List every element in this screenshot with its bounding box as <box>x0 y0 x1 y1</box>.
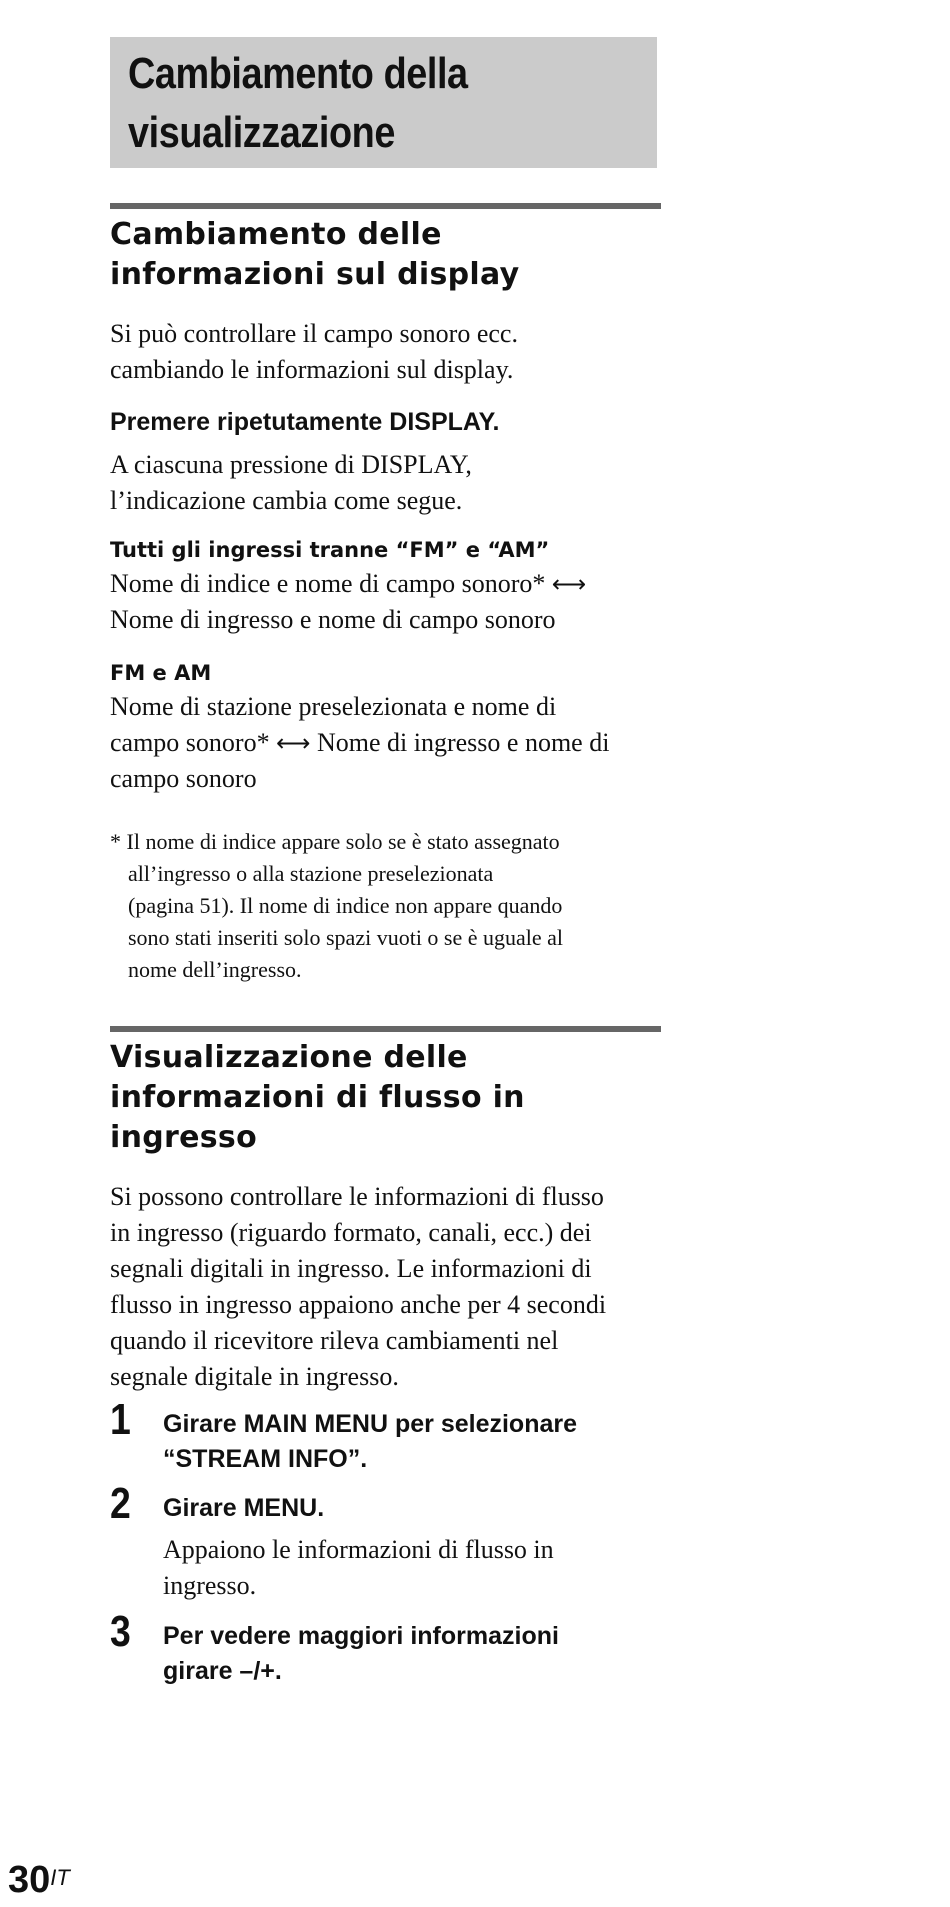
chapter-title-line-2: visualizzazione <box>128 108 395 157</box>
paragraph-line: quando il ricevitore rileva cambiamenti nel <box>110 1326 559 1355</box>
sequence-item: campo sonoro <box>110 764 257 793</box>
section-divider-1 <box>110 203 661 209</box>
sequence-item: Nome di ingresso e nome di campo sonoro <box>110 605 556 634</box>
section-title-display-info <box>110 215 519 295</box>
step-line: Girare MAIN MENU per selezionare <box>163 1410 578 1438</box>
step-2-instruction <box>163 1491 324 1526</box>
subheading-fm-am: FM e AM <box>110 661 212 685</box>
page-number <box>8 1858 70 1902</box>
sequence-item: campo sonoro* <box>110 728 270 757</box>
language-suffix: IT <box>50 1865 70 1890</box>
sequence-item: Nome di ingresso e nome di <box>317 728 610 757</box>
section1-intro <box>110 316 518 388</box>
section-title-line: informazioni sul display <box>110 257 520 292</box>
paragraph-line: segnale digitale in ingresso. <box>110 1362 399 1391</box>
step-number-2: 2 <box>110 1479 131 1528</box>
sequence-item: Nome di indice e nome di campo sonoro* <box>110 569 546 598</box>
footnote-line: * Il nome di indice appare solo se è stato assegnato <box>110 829 560 854</box>
display-sequence-all-inputs <box>110 566 586 638</box>
footnote-index-name <box>110 826 563 986</box>
step-line: girare –/+. <box>163 1657 282 1685</box>
paragraph-line: segnali digitali in ingresso. Le informazioni di <box>110 1254 592 1283</box>
step-2-body <box>163 1532 554 1604</box>
chapter-title-line-1: Cambiamento della <box>128 49 468 98</box>
paragraph-line: cambiando le informazioni sul display. <box>110 355 514 384</box>
footnote-line: nome dell’ingresso. <box>128 957 302 982</box>
step-number-3: 3 <box>110 1607 131 1656</box>
paragraph-line: l’indicazione cambia come segue. <box>110 486 463 515</box>
instruction-display: Premere ripetutamente DISPLAY. <box>110 408 500 436</box>
section-title-line: Visualizzazione delle <box>110 1040 468 1075</box>
section-title-line: informazioni di flusso in <box>110 1080 525 1115</box>
sequence-item: Nome di stazione preselezionata e nome di <box>110 692 557 721</box>
step-3-instruction <box>163 1619 559 1689</box>
paragraph-line: flusso in ingresso appaiono anche per 4 secondi <box>110 1290 607 1319</box>
subheading-all-inputs: Tutti gli ingressi tranne “FM” e “AM” <box>110 538 550 562</box>
section-title-line: Cambiamento delle <box>110 217 442 252</box>
section-title-stream-info <box>110 1038 525 1158</box>
footnote-line: (pagina 51). Il nome di indice non appare quando <box>128 893 563 918</box>
paragraph-line: Appaiono le informazioni di flusso in <box>163 1535 554 1564</box>
section-title-line: ingresso <box>110 1120 257 1155</box>
step-line: Per vedere maggiori informazioni <box>163 1622 559 1650</box>
instruction-display-body <box>110 447 472 519</box>
section-divider-2 <box>110 1026 661 1032</box>
paragraph-line: A ciascuna pressione di DISPLAY, <box>110 450 472 479</box>
step-line: Girare MENU. <box>163 1494 325 1522</box>
page-number-value: 30 <box>8 1859 51 1901</box>
double-arrow-icon: ⟷ <box>276 729 311 757</box>
display-sequence-fm-am <box>110 689 609 797</box>
step-number-1: 1 <box>110 1395 131 1444</box>
double-arrow-icon: ⟷ <box>551 570 587 598</box>
step-1-instruction <box>163 1407 577 1477</box>
paragraph-line: Si possono controllare le informazioni di flusso <box>110 1182 604 1211</box>
section2-intro <box>110 1179 606 1395</box>
paragraph-line: ingresso. <box>163 1571 257 1600</box>
footnote-line: all’ingresso o alla stazione preselezionata <box>128 861 494 886</box>
paragraph-line: Si può controllare il campo sonoro ecc. <box>110 319 518 348</box>
paragraph-line: in ingresso (riguardo formato, canali, ecc.) dei <box>110 1218 592 1247</box>
footnote-line: sono stati inseriti solo spazi vuoti o se è uguale al <box>128 925 564 950</box>
step-line: “STREAM INFO”. <box>163 1445 368 1473</box>
paragraph-line <box>110 725 609 761</box>
paragraph-line <box>110 566 586 602</box>
chapter-title-box <box>110 37 657 168</box>
chapter-title <box>128 44 583 162</box>
